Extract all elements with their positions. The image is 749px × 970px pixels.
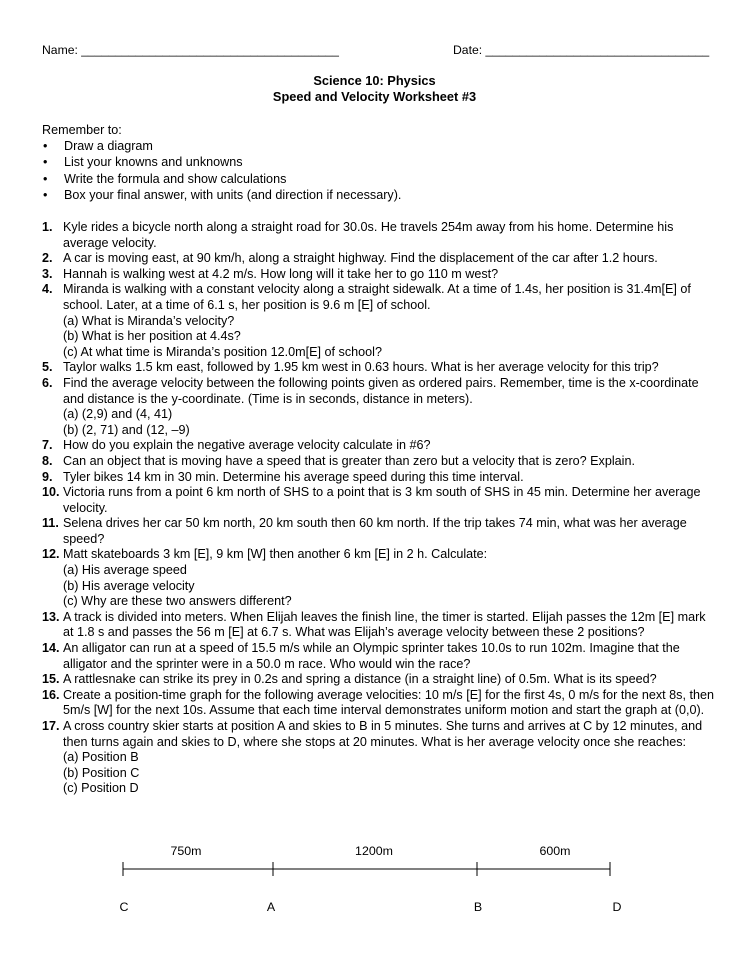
question-number: 10. (42, 485, 60, 500)
question-subpart: (b) His average velocity (63, 578, 195, 593)
title-course: Science 10: Physics (313, 73, 436, 88)
question-number: 16. (42, 687, 60, 702)
question-number: 14. (42, 641, 60, 656)
question-number: 8. (42, 453, 53, 468)
question-text: Can an object that is moving have a speed that is greater than zero but a velocity that is zero? Explain. (63, 453, 635, 468)
question-item (42, 438, 714, 454)
question-subpart: (b) (2, 71) and (12, –9) (63, 422, 190, 437)
remember-heading: Remember to: (42, 123, 122, 137)
question-number: 17. (42, 719, 60, 733)
name-field-label: Name: ______________________________________ (42, 43, 339, 57)
question-item (42, 610, 714, 641)
remember-list (42, 139, 401, 204)
question-item (42, 376, 714, 438)
question-item (42, 547, 714, 609)
title-worksheet: Speed and Velocity Worksheet #3 (272, 88, 477, 104)
question-item (42, 641, 714, 672)
question-text: Matt skateboards 3 km [E], 9 km [W] then another 6 km [E] in 2 h. Calculate: (63, 547, 488, 562)
question-number: 13. (42, 609, 60, 624)
remember-item: • Draw a diagram (42, 139, 401, 155)
question-item (42, 470, 714, 486)
worksheet-title (0, 73, 749, 104)
question-item (42, 220, 714, 251)
question-list (42, 220, 714, 797)
question-text: Miranda is walking with a constant velocity along a straight sidewalk. At a time of 1.4s, her position is 31.4m[E] of school. Later, at a time of 6.1 s, her position is 9.6 m [E] of school. (63, 282, 691, 312)
question-item (42, 454, 714, 470)
question-subpart: (c) At what time is Miranda’s position 12.0m[E] of school? (63, 344, 382, 359)
question-subpart: (c) Why are these two answers different? (63, 594, 292, 609)
question-subpart: (c) Position D (63, 781, 139, 796)
question-text: A cross country skier starts at position A and skies to B in 5 minutes. She turns and arrives at C by 12 minutes, and then turns again and skies to D, where she stops at 20 minutes. What is her average velocity once she reaches: (63, 719, 703, 749)
question-item (42, 267, 714, 283)
question-item (42, 251, 714, 267)
remember-item: • Write the formula and show calculations (42, 172, 401, 188)
question-text: Selena drives her car 50 km north, 20 km south then 60 km north. If the trip takes 74 min, what was her average speed? (63, 516, 687, 546)
point-label-b: B (473, 900, 483, 914)
point-label-a: A (266, 900, 276, 914)
question-text: A car is moving east, at 90 km/h, along a straight highway. Find the displacement of the car after 1.2 hours. (63, 251, 658, 266)
question-text: Hannah is walking west at 4.2 m/s. How long will it take her to go 110 m west? (63, 266, 499, 281)
question-text: Kyle rides a bicycle north along a straight road for 30.0s. He travels 254m away from his home. Determine his average velocity. (63, 220, 674, 250)
question-item (42, 672, 714, 688)
question-subpart: (a) Position B (63, 750, 139, 765)
question-text: Victoria runs from a point 6 km north of SHS to a point that is 3 km south of SHS in 45 min. Determine her average velocity. (63, 485, 701, 515)
remember-item: • Box your final answer, with units (and direction if necessary). (42, 188, 401, 204)
question-text: Create a position-time graph for the following average velocities: 10 m/s [E] for the first 4s, 0 m/s for the next 8s, then 5m/s [W] for the next 10s. Assume that each time interval demonstrates uniform motion and start the graph at (0,0). (63, 687, 714, 718)
question-item (42, 282, 714, 360)
question-text: Find the average velocity between the following points given as ordered pairs. Remember, time is the x-coordinate and distance is the y-coordinate. (Time is in seconds, distance in meters). (63, 375, 699, 406)
distance-label-ca: 750m (170, 844, 202, 858)
question-item (42, 688, 714, 719)
date-field-label: Date: _________________________________ (453, 43, 710, 57)
question-number: 2. (42, 251, 53, 266)
question-number: 7. (42, 438, 53, 453)
point-label-c: C (119, 900, 129, 914)
question-number: 4. (42, 282, 53, 297)
question-number: 9. (42, 469, 53, 484)
question-number: 5. (42, 360, 53, 375)
distance-label-bd: 600m (539, 844, 571, 858)
question-subpart: (b) Position C (63, 765, 140, 780)
question-subpart: (a) His average speed (63, 563, 187, 578)
question-text: A track is divided into meters. When Elijah leaves the finish line, the timer is started. Elijah passes the 12m [E] mark at 1.8 s and passes the 56 m [E] at 6.7 s. What was Elijah’s average velocity between these 2 positions? (63, 609, 706, 640)
remember-item: • List your knowns and unknowns (42, 155, 401, 171)
question-text: Taylor walks 1.5 km east, followed by 1.95 km west in 0.63 hours. What is her average velocity for this trip? (63, 360, 659, 375)
question-number: 12. (42, 547, 60, 562)
skier-position-diagram (100, 840, 640, 920)
question-item (42, 516, 714, 547)
question-subpart: (b) What is her position at 4.4s? (63, 329, 241, 344)
question-text: Tyler bikes 14 km in 30 min. Determine his average speed during this time interval. (63, 469, 524, 484)
question-text: How do you explain the negative average velocity calculate in #6? (63, 438, 431, 453)
question-number: 11. (42, 516, 59, 531)
question-item (42, 485, 714, 516)
question-number: 1. (42, 220, 53, 234)
question-text: An alligator can run at a speed of 15.5 m/s while an Olympic sprinter takes 10.0s to run 102m. Imagine that the alligator and the sprinter were in a 50.0 m race. Who would win the race? (63, 641, 680, 671)
question-number: 15. (42, 672, 60, 687)
distance-label-ab: 1200m (355, 844, 393, 858)
question-subpart: (a) What is Miranda’s velocity? (63, 313, 235, 328)
question-number: 3. (42, 266, 53, 281)
question-text: A rattlesnake can strike its prey in 0.2s and spring a distance (in a straight line) of 0.5m. What is its speed? (63, 672, 657, 687)
point-label-d: D (612, 900, 622, 914)
question-item (42, 719, 714, 797)
question-number: 6. (42, 375, 53, 390)
question-item (42, 360, 714, 376)
question-subpart: (a) (2,9) and (4, 41) (63, 407, 173, 422)
